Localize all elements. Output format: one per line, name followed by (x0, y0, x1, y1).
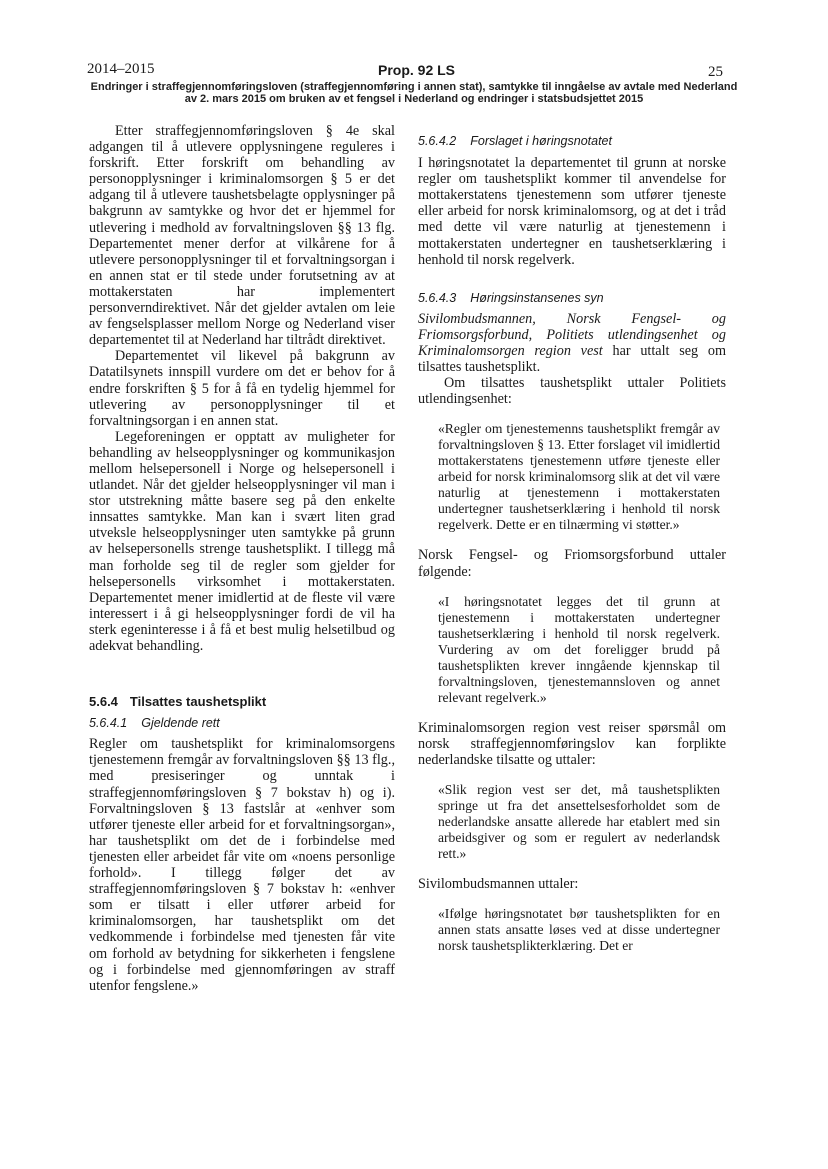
quote-1: «Regler om tjenestemenns taushetsplikt fremgår av forvaltningsloven § 13. Etter forslaget vil imidlertid mottakerstatens tjenestemenn utføre tjeneste eller arbeid for norsk kriminalomsorg slik at det vil være naturlig at tjenestemenn i mottakerstaten undertegner taushetserklæring i henhold til norsk regelverk. Dette er en tilnærming vi støtter.» (438, 421, 721, 533)
left-paragraph-1: Etter straffegjennomføringsloven § 4e skal adgangen til å utlevere opplysningene reguleres i forskrift. Etter forskrift om behandling av personopplysninger i kriminalomsorgen § 5 er det adgang til å utlevere taushetsbelagte opplysninger på bakgrunn av samtykke og hvor det er hjemmel for utlevering i medhold av forvaltningsloven §§ 13 flg. Departementet mener derfor at vilkårene for å utlevere personopplysninger til et forvaltningsorgan i en annen stat er til stede under forutsetning av at mottakerstaten har implementert personverndirektivet. Når det gjelder avtalen om leie av fengselsplasser mellom Norge og Nederland viser departementet til at Nederland har tiltrådt direktivet. (89, 123, 395, 349)
header-year: 2014–2015 (87, 61, 155, 77)
subsection-title: Forslaget i høringsnotatet (470, 134, 612, 148)
quote-4: «Ifølge høringsnotatet bør taushetsplikten for en annen stats ansatte løses ved at disse undertegner norsk taushetsplikterklæring. Det er (438, 905, 720, 953)
quote-2: «I høringsnotatet legges det til grunn at tjenestemenn i mottakerstaten undertegner taushetserklæring i henhold til norsk regelverk. Vurdering av om det foreligger brudd på taushetsplikten krever inngående kjennskap til forvaltningsloven, tjenestemannsloven og annet relevant regelverk.» (438, 593, 720, 705)
left-paragraph-3: Legeforeningen er opptatt av muligheter for behandling av helseopplysninger og kommunikasjon mellom helsepersonell i Norge og helsepersonell i utlandet. Når det gjelder helseopplysninger vil man i stor utstrekning måtte basere seg på den enkelte innsattes samtykke. Man kan i svært liten grad utveksle helseopplysninger uten samtykke på grunn av helsepersonells strenge taushetsplikt. I tillegg må man forholde seg til de regler som gjelder for helsepersonells virksomhet i mottakerstaten. Departementet mener imidlertid at de fleste vil være interessert i å gi helseopplysninger fordi de vil ha sterk egeninteresse i å få et best mulig helsetilbud og adekvat behandling. (89, 428, 395, 654)
right-paragraph-1: I høringsnotatet la departementet til grunn at norske regler om taushetsplikt kommer til anvendelse for mottakerstatens tjenestemenn som utfører tjeneste eller arbeid for norsk kriminalomsorg, og at det i tråd med dette vil være naturlig at tjenestemenn i mottakerstaten undertegner en taushetserklæring i henhold til norsk regelverk. (418, 155, 726, 268)
right-column (418, 123, 726, 954)
right-paragraph-6: Sivilombudsmannen uttaler: (418, 875, 579, 892)
right-paragraph-4: Norsk Fengsel- og Friomsorgsforbund uttaler følgende: (418, 547, 726, 580)
right-paragraph-2 (418, 311, 726, 375)
paragraph-text: har uttalt seg om tilsattes taushetsplikt. (418, 343, 726, 376)
subsection-title: Høringsinstansenes syn (470, 290, 604, 305)
subsection-heading-5642 (418, 133, 726, 149)
left-paragraph-2: Departementet vil likevel på bakgrunn av Datatilsynets innspill vurdere om det er behov for å endre forskriften § 5 for å få en tydelig hjemmel for utlevering av personopplysninger til et forvaltningsorgan i en annen stat. (89, 348, 395, 429)
header-subtitle-line2: av 2. mars 2015 om bruken av et fengsel i Nederland og endringer i statsbudsjettet 2015 (184, 93, 644, 105)
subsection-heading-5641 (89, 715, 395, 731)
header-subtitle-line1: Endringer i straffegjennomføringsloven (straffegjennomføring i annen stat), samtykke til inngåelse av avtale med Nederland (90, 81, 738, 93)
left-paragraph-4: Regler om taushetsplikt for kriminalomsorgens tjenestemenn fremgår av forvaltningsloven §§ 13 flg., med presiseringer og unntak i straffegjennomføringsloven § 7 bokstav h) og i). Forvaltningsloven § 13 fastslår at «enhver som utfører tjeneste eller arbeid for et forvaltningsorgan», har taushetsplikt om det de i forbindelse med tjenesten eller arbeidet får vite om «noens personlige forhold». I tillegg følger det av straffegjennomføringsloven § 7 bokstav h: «enhver som er tilsatt i eller utfører arbeid for kriminalomsorgen, har taushetsplikt om det vedkommende i forbindelse med tjenesten får vite om forhold av betydning for sikkerheten i fengslene og i forbindelse med gjennomføringen av straff utenfor fengslene.» (89, 736, 395, 994)
page-number: 25 (708, 64, 723, 80)
header-prop: Prop. 92 LS (378, 62, 456, 78)
quote-3: «Slik region vest ser det, må taushetsplikten springe ut fra det ansettelsesforholdet som de nederlandske ansatte allerede har etablert med sin arbeidsgiver og som er regulert av nederlandsk rett.» (438, 781, 720, 861)
consultation-bodies: Sivilombudsmannen, Norsk Fengsel- og Friomsorgsforbund, Politiets utlendingsenhet og Kriminalomsorgen region vest (418, 310, 726, 360)
subsection-number: 5.6.4.2 (418, 134, 457, 148)
section-number: 5.6.4 (89, 694, 118, 710)
right-paragraph-3: Om tilsattes taushetsplikt uttaler Politiets utlendingsenhet: (418, 375, 726, 408)
subsection-title: Gjeldende rett (141, 716, 220, 731)
section-title: Tilsattes taushetsplikt (129, 694, 267, 710)
subsection-number: 5.6.4.1 (89, 716, 128, 731)
subsection-heading-5643 (418, 290, 726, 306)
right-paragraph-5: Kriminalomsorgen region vest reiser spørsmål om norsk straffegjennomføringslov kan forplikte nederlandske tilsatte og uttaler: (418, 719, 726, 768)
section-heading (89, 694, 395, 710)
left-column (89, 123, 395, 994)
subsection-number: 5.6.4.3 (418, 290, 457, 305)
